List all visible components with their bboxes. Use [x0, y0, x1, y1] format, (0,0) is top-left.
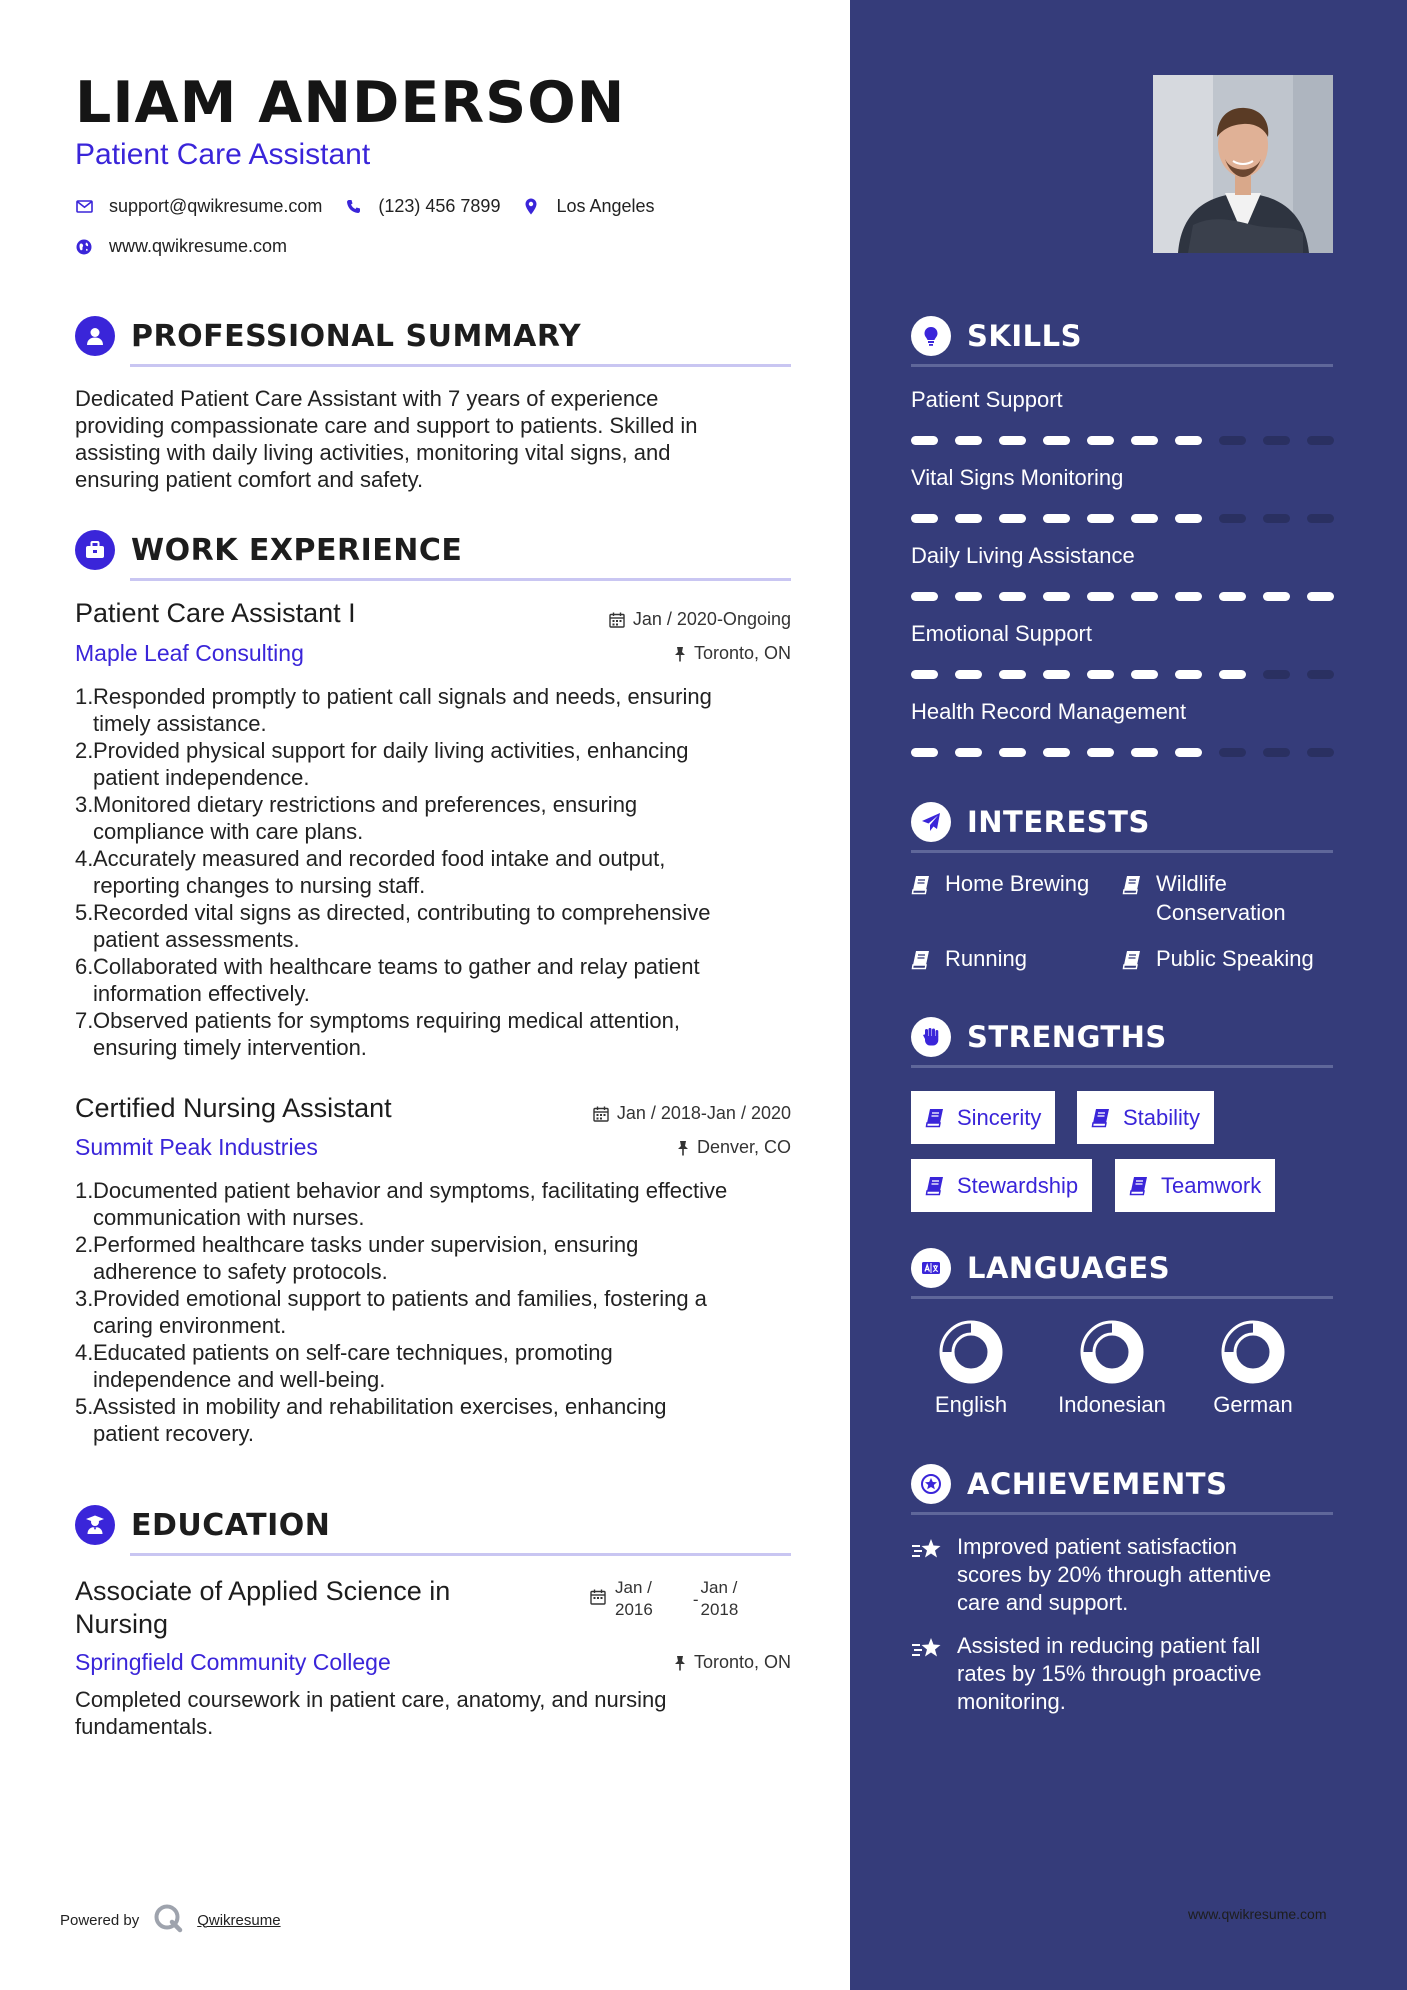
skill-level-dash — [1219, 670, 1246, 679]
email-text[interactable]: support@qwikresume.com — [109, 196, 323, 216]
candidate-title: Patient Care Assistant — [75, 138, 371, 171]
list-item: Provided emotional support to patients and families, fostering a caring environment. — [93, 1286, 707, 1338]
strengths-heading — [911, 1017, 1167, 1057]
job-location — [520, 643, 791, 664]
language-ring-center — [957, 1338, 985, 1366]
language-level-ring — [1080, 1320, 1144, 1384]
skill-name: Patient Support — [911, 387, 1063, 412]
skill-level-dash — [1131, 592, 1158, 601]
languages-divider — [911, 1296, 1333, 1299]
skill-level-dash — [999, 436, 1026, 445]
email-icon — [75, 198, 93, 216]
summary-heading-label: PROFESSIONAL SUMMARY — [131, 318, 582, 354]
degree-title — [75, 1575, 450, 1641]
skill-level-dash — [1043, 748, 1070, 757]
shooting-star-icon — [911, 1632, 945, 1716]
education-heading-label: EDUCATION — [131, 1507, 331, 1543]
summary-line: assisting with daily living activities, monitoring vital signs, and — [75, 440, 671, 465]
job-bullets — [75, 683, 805, 1061]
job-dates — [520, 1103, 791, 1124]
list-item: Documented patient behavior and symptoms, facilitating effective communication with nurses. — [93, 1178, 728, 1230]
education-heading — [75, 1505, 330, 1545]
job-dates-text: Jan / 2020-Ongoing — [632, 609, 791, 629]
interests-divider — [911, 850, 1333, 853]
calendar-icon — [590, 1577, 606, 1621]
language-ring-center — [1098, 1338, 1126, 1366]
skill-level-dash — [1263, 514, 1290, 523]
summary-heading — [75, 316, 581, 356]
achievement-item: Assisted in reducing patient fall rates by 15% through proactive monitoring. — [911, 1632, 1262, 1716]
globe-icon — [75, 238, 93, 256]
achievements-heading — [911, 1464, 1227, 1504]
job-title: Patient Care Assistant I — [75, 598, 356, 628]
list-item: Assisted in mobility and rehabilitation exercises, enhancing patient recovery. — [93, 1394, 667, 1446]
skill-level-dash — [1175, 748, 1202, 757]
strength-chip — [911, 1091, 1055, 1144]
raised-fist-icon — [911, 1017, 951, 1057]
phone-text[interactable]: (123) 456 7899 — [378, 196, 501, 216]
job-dates-text: Jan / 2018-Jan / 2020 — [616, 1103, 791, 1123]
languages-heading — [911, 1248, 1170, 1288]
company-name: Maple Leaf Consulting — [75, 640, 304, 666]
list-item: Recorded vital signs as directed, contributing to comprehensive patient assessments. — [93, 900, 711, 952]
qwikresume-logo-icon — [153, 1903, 183, 1937]
skills-heading-label: SKILLS — [967, 319, 1082, 353]
skill-level-dash — [1263, 592, 1290, 601]
interests-heading — [911, 802, 1150, 842]
language-name: English — [934, 1392, 1008, 1417]
skill-level-dash — [1087, 670, 1114, 679]
strength-label: Stewardship — [957, 1172, 1079, 1198]
language-item — [911, 1320, 1031, 1418]
skill-level-dash — [999, 514, 1026, 523]
job-location-text: Denver, CO — [696, 1137, 791, 1157]
skill-level-dash — [1043, 670, 1070, 679]
list-item: Accurately measured and recorded food intake and output, reporting changes to nursing staff. — [93, 846, 666, 898]
skill-level-dash — [1043, 514, 1070, 523]
pushpin-icon — [677, 1140, 689, 1156]
company-name: Summit Peak Industries — [75, 1134, 318, 1160]
achievement-item: Improved patient satisfaction scores by 20% through attentive care and support. — [911, 1533, 1271, 1617]
pushpin-icon — [674, 646, 686, 662]
skill-level-dash — [1043, 436, 1070, 445]
summary-line: Dedicated Patient Care Assistant with 7 years of experience — [75, 386, 659, 411]
skill-level-dash — [1131, 670, 1158, 679]
interest-item: Public Speaking — [1122, 944, 1314, 977]
book-icon — [911, 869, 933, 902]
skill-level — [911, 670, 1351, 679]
education-dash: - — [692, 1590, 699, 1609]
achievements-divider — [911, 1512, 1333, 1515]
skill-level-dash — [1219, 592, 1246, 601]
languages-heading-label: LANGUAGES — [967, 1251, 1171, 1285]
skill-level-dash — [1131, 436, 1158, 445]
skill-level-dash — [1219, 748, 1246, 757]
language-item — [1052, 1320, 1172, 1418]
skill-level-dash — [1175, 670, 1202, 679]
location-text: Los Angeles — [556, 196, 655, 216]
book-icon — [1091, 1108, 1111, 1128]
shooting-star-icon — [911, 1533, 945, 1617]
interest-item: Wildlife Conservation — [1122, 869, 1286, 927]
skill-level-dash — [1307, 670, 1334, 679]
candidate-name: LIAM ANDERSON — [75, 70, 626, 136]
interest-item: Running — [911, 944, 1027, 977]
skill-name: Health Record Management — [911, 699, 1187, 724]
book-icon — [925, 1108, 945, 1128]
skill-level-dash — [999, 748, 1026, 757]
skill-level-dash — [1131, 514, 1158, 523]
skill-level-dash — [955, 592, 982, 601]
lightbulb-icon — [911, 316, 951, 356]
footer-powered-by — [60, 1903, 281, 1937]
job-location-text: Toronto, ON — [693, 643, 791, 663]
degree-line: Nursing — [75, 1609, 169, 1639]
list-item: Educated patients on self-care techniques, promoting independence and well-being. — [93, 1340, 613, 1392]
pushpin-icon — [674, 1655, 686, 1671]
skill-level-dash — [1307, 436, 1334, 445]
list-item: Performed healthcare tasks under supervision, ensuring adherence to safety protocols. — [93, 1232, 639, 1284]
skill-level-dash — [911, 436, 938, 445]
skill-level-dash — [911, 514, 938, 523]
skills-heading — [911, 316, 1082, 356]
skill-level — [911, 592, 1351, 601]
strength-chip — [1077, 1091, 1214, 1144]
skill-level-dash — [1087, 592, 1114, 601]
language-ring-center — [1239, 1338, 1267, 1366]
skill-level-dash — [1087, 436, 1114, 445]
experience-divider — [130, 578, 791, 581]
language-name: German — [1213, 1392, 1293, 1417]
education-divider — [130, 1553, 791, 1556]
list-item: Collaborated with healthcare teams to gather and relay patient information effectively. — [93, 954, 700, 1006]
book-icon — [911, 944, 933, 977]
location-pin-icon — [522, 198, 540, 216]
skill-level-dash — [1087, 748, 1114, 757]
skill-level-dash — [1131, 748, 1158, 757]
achievements-heading-label: ACHIEVEMENTS — [967, 1467, 1228, 1501]
book-icon — [925, 1176, 945, 1196]
calendar-icon — [609, 612, 625, 628]
school-name: Springfield Community College — [75, 1649, 391, 1675]
skill-level — [911, 748, 1351, 757]
skill-level-dash — [1307, 748, 1334, 757]
skill-level-dash — [955, 748, 982, 757]
skill-level-dash — [911, 592, 938, 601]
skill-level-dash — [999, 670, 1026, 679]
language-item — [1193, 1320, 1313, 1418]
skill-level-dash — [911, 670, 938, 679]
education-description: Completed coursework in patient care, anatomy, and nursing fundamentals. — [75, 1687, 667, 1739]
graduate-icon — [75, 1505, 115, 1545]
summary-divider — [130, 364, 791, 367]
skill-level-dash — [1263, 436, 1290, 445]
education-dates — [590, 1577, 738, 1621]
education-location — [520, 1652, 791, 1673]
strengths-heading-label: STRENGTHS — [967, 1020, 1167, 1054]
qwikresume-link[interactable]: Qwikresume — [197, 1911, 281, 1929]
skill-level — [911, 436, 1351, 445]
skill-level-dash — [999, 592, 1026, 601]
skill-level-dash — [1263, 670, 1290, 679]
skill-level-dash — [1175, 592, 1202, 601]
book-icon — [1122, 869, 1144, 927]
briefcase-icon — [75, 530, 115, 570]
strength-label: Teamwork — [1161, 1172, 1262, 1198]
book-icon — [1129, 1176, 1149, 1196]
user-icon — [75, 316, 115, 356]
skill-level-dash — [1307, 514, 1334, 523]
list-item: Observed patients for symptoms requiring medical attention, ensuring timely intervention. — [93, 1008, 680, 1060]
paper-plane-icon — [911, 802, 951, 842]
skill-level-dash — [1219, 514, 1246, 523]
list-item: Provided physical support for daily living activities, enhancing patient independence. — [93, 738, 689, 790]
job-title: Certified Nursing Assistant — [75, 1093, 392, 1123]
summary-line: providing compassionate care and support to patients. Skilled in — [75, 413, 698, 438]
website-text[interactable]: www.qwikresume.com — [109, 236, 288, 256]
skill-level-dash — [955, 670, 982, 679]
job-location — [520, 1137, 791, 1158]
phone-icon — [344, 198, 362, 216]
education-end: Jan / 2018 — [700, 1578, 739, 1619]
strength-chip — [1115, 1159, 1275, 1212]
list-item: Responded promptly to patient call signals and needs, ensuring timely assistance. — [93, 684, 712, 736]
list-item: Monitored dietary restrictions and preferences, ensuring compliance with care plans. — [93, 792, 638, 844]
footer-url[interactable]: www.qwikresume.com — [1188, 1906, 1327, 1922]
powered-by-text: Powered by — [60, 1911, 140, 1929]
skills-divider — [911, 364, 1333, 367]
job-bullets — [75, 1177, 805, 1447]
summary-line: ensuring patient comfort and safety. — [75, 467, 424, 492]
skill-level-dash — [1043, 592, 1070, 601]
profile-photo — [1153, 75, 1333, 253]
strength-label: Stability — [1123, 1104, 1201, 1130]
strengths-divider — [911, 1065, 1333, 1068]
experience-heading — [75, 530, 462, 570]
skill-level-dash — [955, 436, 982, 445]
contact-row — [75, 196, 677, 217]
language-level-ring — [1221, 1320, 1285, 1384]
skill-level — [911, 514, 1351, 523]
skill-level-dash — [1219, 436, 1246, 445]
skill-level-dash — [911, 748, 938, 757]
strength-label: Sincerity — [957, 1104, 1042, 1130]
calendar-icon — [593, 1106, 609, 1122]
degree-line: Associate of Applied Science in — [75, 1576, 451, 1606]
website-row — [75, 236, 309, 257]
skill-level-dash — [1175, 514, 1202, 523]
language-level-ring — [939, 1320, 1003, 1384]
summary-text — [75, 385, 795, 493]
language-name: Indonesian — [1058, 1392, 1166, 1417]
interests-heading-label: INTERESTS — [967, 805, 1150, 839]
skill-level-dash — [1263, 748, 1290, 757]
skill-name: Vital Signs Monitoring — [911, 465, 1124, 490]
experience-heading-label: WORK EXPERIENCE — [131, 532, 463, 568]
skill-name: Emotional Support — [911, 621, 1092, 646]
skill-level-dash — [1307, 592, 1334, 601]
skill-level-dash — [1087, 514, 1114, 523]
translate-icon — [911, 1248, 951, 1288]
strength-chip — [911, 1159, 1092, 1212]
skill-name: Daily Living Assistance — [911, 543, 1135, 568]
education-start: Jan / 2016 — [615, 1578, 653, 1619]
book-icon — [1122, 944, 1144, 977]
skill-level-dash — [1175, 436, 1202, 445]
skill-level-dash — [955, 514, 982, 523]
education-location-text: Toronto, ON — [693, 1652, 791, 1672]
star-badge-icon — [911, 1464, 951, 1504]
job-dates — [520, 609, 791, 630]
interest-item: Home Brewing — [911, 869, 1089, 902]
